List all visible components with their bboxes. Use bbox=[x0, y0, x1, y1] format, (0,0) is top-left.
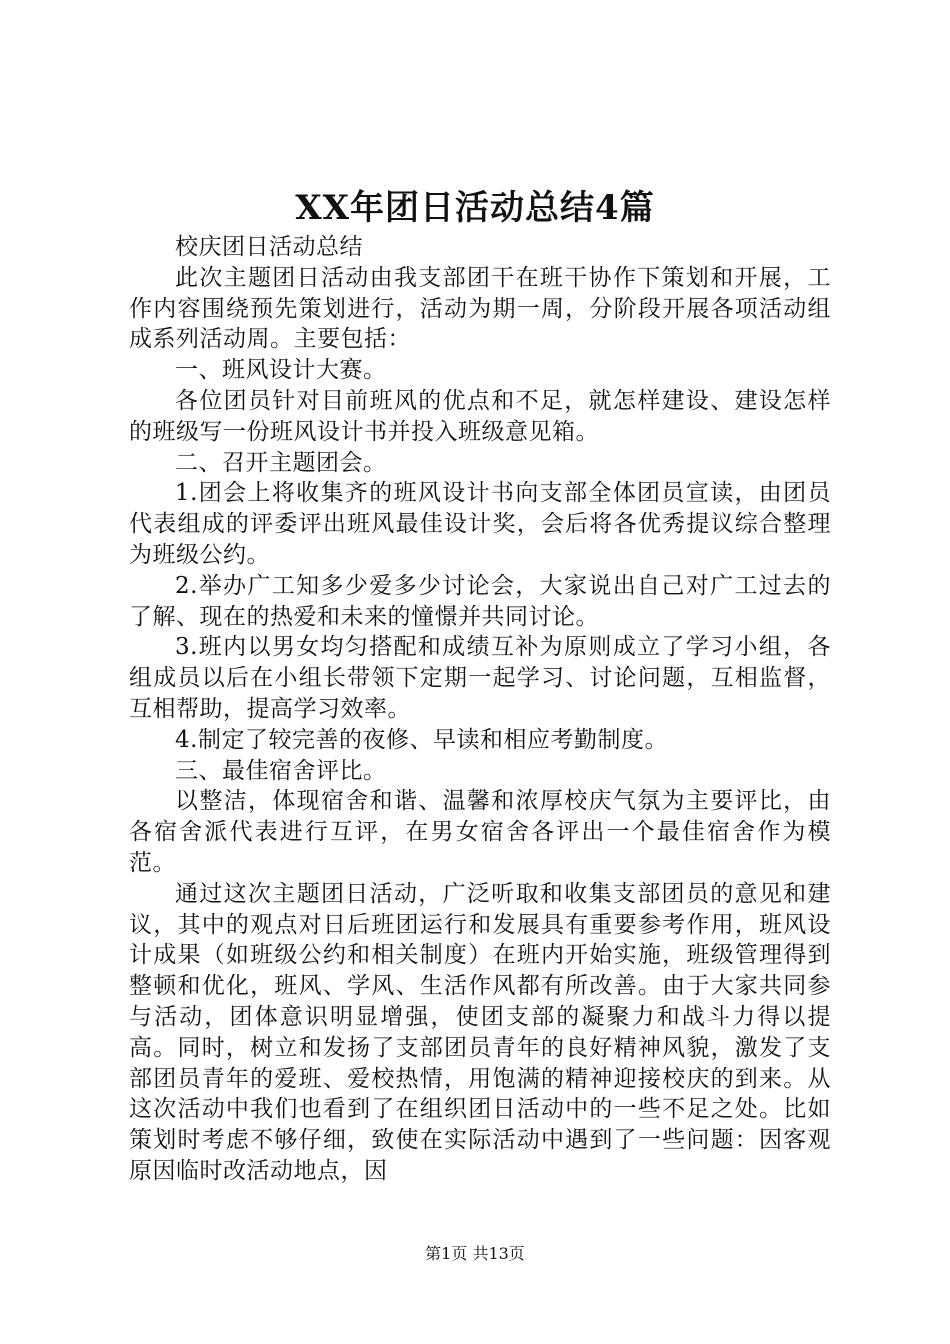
paragraph: 各位团员针对目前班风的优点和不足，就怎样建设、建设怎样的班级写一份班风设计书并投入班级意见箱。 bbox=[129, 387, 831, 445]
paragraph-heading-3: 三、最佳宿舍评比。 bbox=[175, 757, 387, 784]
paragraph-section-heading: 校庆团日活动总结 bbox=[175, 234, 363, 260]
paragraph-summary: 通过这次主题团日活动，广泛听取和收集支部团员的意见和建议，其中的观点对日后班团运行和发展具有重要参考作用，班风设计成果（如班级公约和相关制度）在班内开始实施，班级管理得到整顿和优化，班风、学风、生活作风都有所改善。由于大家共同参与活动，团体意识明显增强，使团支部的凝聚力和战斗力得以提高。同时，树立和发扬了支部团员青年的良好精神风貌，激发了支部团员青年的爱班、爱校热情，用饱满的精神迎接校庆的到来。从这次活动中我们也看到了在组织团日活动中的一些不足之处。比如策划时考虑不够仔细，致使在实际活动中遇到了一些问题：因客观原因临时改活动地点，因 bbox=[129, 880, 831, 1184]
document-body bbox=[129, 232, 831, 1187]
paragraph-heading-2: 二、召开主题团会。 bbox=[175, 449, 387, 476]
paragraph-heading-1: 一、班风设计大赛。 bbox=[175, 357, 387, 384]
paragraph-list-item: 1.团会上将收集齐的班风设计书向支部全体团员宣读，由团员代表组成的评委评出班风最佳设计奖，会后将各优秀提议综合整理为班级公约。 bbox=[129, 480, 831, 568]
page-footer: 第1页 共13页 bbox=[425, 1244, 525, 1263]
paragraph-list-item: 4.制定了较完善的夜修、早读和相应考勤制度。 bbox=[175, 726, 668, 753]
paragraph: 以整洁，体现宿舍和谐、温馨和浓厚校庆气氛为主要评比，由各宿舍派代表进行互评，在男女宿舍各评出一个最佳宿舍作为模范。 bbox=[129, 788, 831, 876]
paragraph-list-item: 2.举办广工知多少爱多少讨论会，大家说出自己对广工过去的了解、现在的热爱和未来的憧憬并共同讨论。 bbox=[129, 572, 831, 630]
paragraph-list-item: 3.班内以男女均匀搭配和成绩互补为原则成立了学习小组，各组成员以后在小组长带领下定期一起学习、讨论问题，互相监督，互相帮助，提高学习效率。 bbox=[129, 634, 831, 722]
document-title: XX年团日活动总结4篇 bbox=[295, 188, 655, 228]
paragraph-intro: 此次主题团日活动由我支部团干在班干协作下策划和开展，工作内容围绕预先策划进行，活动为期一周，分阶段开展各项活动组成系列活动周。主要包括： bbox=[129, 264, 831, 353]
